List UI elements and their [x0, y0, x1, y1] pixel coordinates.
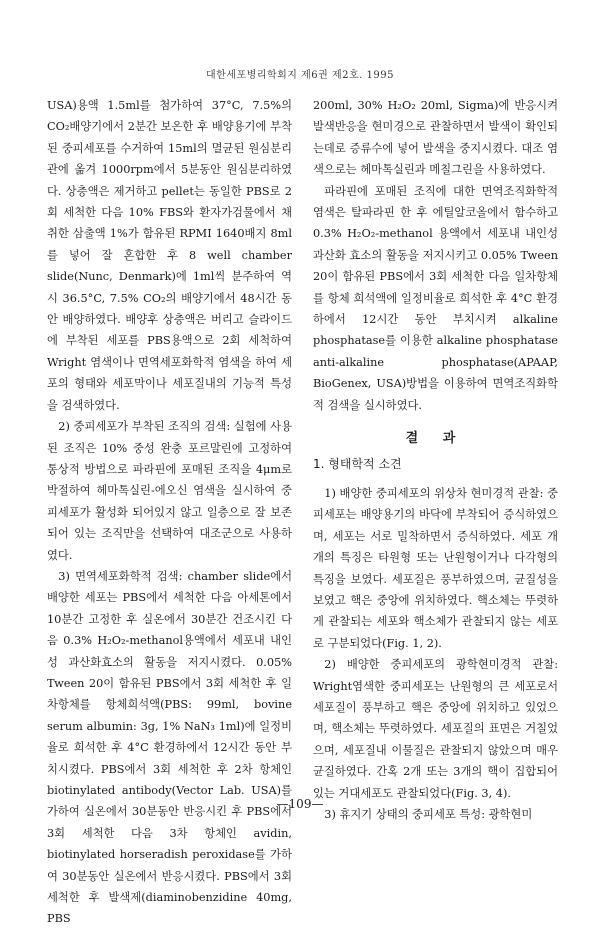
subsection-heading: 1. 형태학적 소견 — [313, 456, 402, 471]
body-paragraph: 1) 배양한 중피세포의 위상차 현미경적 관찰: 중피세포는 배양용기의 바닥에 부착되어 증식하였으며, 세포는 서로 밀착하면서 증식하였다. 세포 개개의 특징은 타원형 또는 난원형이거나 다각형의 특징을 보였다. 세포질은 풍부하였으며, 균질성을 보였고 핵은 중앙에 위치하였다. 핵소체는 뚜렷하게 관찰되는 세포와 핵소체가 관찰되지 않는 세포로 구분되었다(Fig. 1, 2). — [313, 486, 558, 650]
body-paragraph: 2) 중피세포가 부착된 조직의 검색: 실험에 사용된 조직은 10% 중성 완충 포르말린에 고정하여 통상적 방법으로 파라핀에 포매된 조직을 4μm로 박절하여 헤마톡실린-에오신 염색을 실시하여 중피세포가 활성화 되어있지 않고 일층으로 잘 보존되어 있는 조직만을 선택하여 대조군으로 사용하였다. — [47, 420, 292, 562]
body-paragraph: 2) 배양한 중피세포의 광학현미경적 관찰: Wright염색한 중피세포는 난원형의 큰 세포로서 세포질이 풍부하고 핵은 중앙에 위치하고 있었으며, 핵소체는 뚜렷하였다. 세포질의 표면은 거칠었으며, 세포질내 이물질은 관찰되지 않았으며 매우 균질하였다. 간혹 2개 또는 3개의 핵이 집합되어 있는 거대세포도 관찰되었다(Fig. 3, 4). — [313, 658, 558, 800]
page-number: —109— — [276, 797, 324, 811]
body-paragraph: 3) 면역세포화학적 검색: chamber slide에서 배양한 세포는 PBS에서 세척한 다음 아세톤에서 10분간 고정한 후 실온에서 30분간 건조시킨 다음 0.3% H₂O₂-methanol용액에서 세포내 내인성 과산화효소의 활동을 저지시켰다. 0.05% Tween 20이 함유된 PBS에서 3회 세척한 후 일차항체를 항체희석액(PBS: 99ml, bovine serum albumin: 3g, 1% NaN₃ 1ml)에 일정비율로 희석한 후 4°C 환경하에서 12시간 동안 부치시켰다. PBS에서 3회 세척한 후 2차 항체인 biotinylated antibody(Vector Lab. USA)를 가하여 실온에서 30분동안 반응시킨 후 PBS에서 3회 세척한 다음 3차 항체인 avidin, biotinylated horseradish peroxidase를 가하여 30분동안 실온에서 반응시켰다. PBS에서 3회 세척한 후 발색제(diaminobenzidine 40mg, PBS — [47, 569, 292, 926]
body-paragraph: 200ml, 30% H₂O₂ 20ml, Sigma)에 반응시켜 발색반응을 현미경으로 관찰하면서 발색이 확인되는데로 증류수에 넣어 발색을 중지시켰다. 대조 염색으로는 헤마톡실린과 메칠그린을 사용하였다. — [313, 99, 558, 177]
body-paragraph: 파라핀에 포매된 조직에 대한 면역조직화학적 염색은 탈파라핀 한 후 에틸알코올에서 함수하고 0.3% H₂O₂-methanol 용액에서 세포내 내인성 과산화 효소의 활동을 저지시키고 0.05% Tween 20이 함유된 PBS에서 3회 세척한 다음 일차항체를 항체 희석액에 일정비율로 희석한 후 4°C 환경하에서 12시간 동안 부치시켜 alkaline phosphatase를 이용한 alkaline phosphatase anti-alkaline phosphatase(APAAP, BioGenex, USA)방법을 이용하여 면역조직화학적 검색을 실시하였다. — [313, 184, 558, 412]
section-title: 결 과 — [405, 431, 466, 447]
body-paragraph: USA)용액 1.5ml를 첨가하여 37°C, 7.5%의 CO₂배양기에서 2분간 보온한 후 배양용기에 부착된 중피세포를 수거하여 15ml의 멸균된 원심분리관에 옮겨 1000rpm에서 5분동안 원심분리하였다. 상층액은 제거하고 pellet는 동일한 PBS로 2회 세척한 다음 10% FBS와 환자가검물에서 채취한 삼출액 1%가 함유된 RPMI 1640배지 8ml를 넣어 잘 혼합한 후 8 well chamber slide(Nunc, Denmark)에 1ml씩 분주하여 역시 36.5°C, 7.5% CO₂의 배양기에서 48시간 동안 배양하였다. 배양후 상층액은 버리고 슬라이드에 부착된 세포를 PBS용액으로 2회 세척하여 Wright 염색이나 면역세포화학적 염색을 하여 세포의 형태와 세포막이나 세포질내의 기능적 특성을 검색하였다. — [47, 99, 292, 412]
right-column — [313, 95, 558, 825]
body-paragraph: 3) 휴지기 상태의 중피세포 특성: 광학현미 — [324, 808, 533, 821]
running-header: 대한세포병리학회지 제6권 제2호. 1995 — [206, 70, 394, 81]
